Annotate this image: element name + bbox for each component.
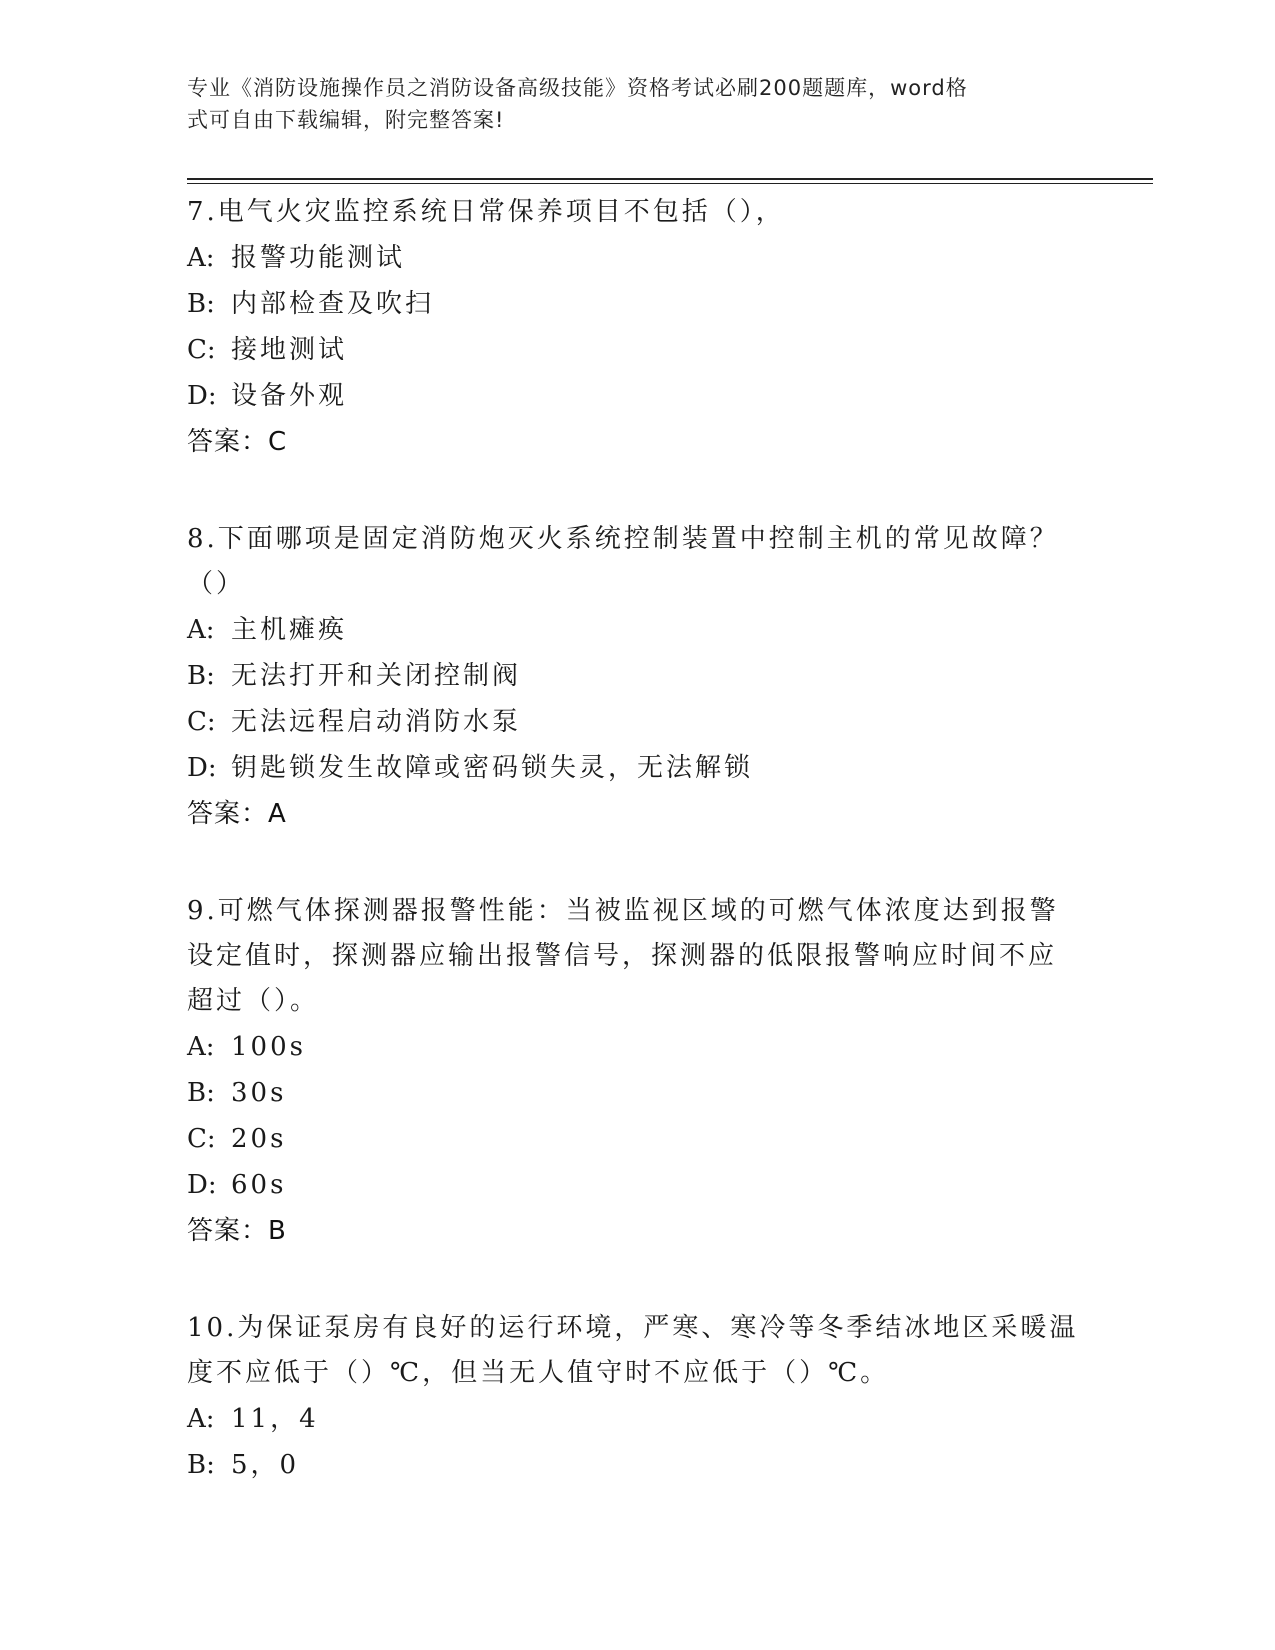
option-key: D: [187,1170,217,1200]
question-stem [187,517,1087,607]
option-key: A: [187,615,215,645]
option-key: D: [187,753,217,783]
option-b [187,1442,1087,1488]
option-text: 无法打开和关闭控制阀 [231,661,522,691]
option-key: A: [187,1404,215,1434]
option-d [187,1162,1087,1208]
option-text: 内部检查及吹扫 [231,289,435,319]
header-rule-thin [187,183,1153,184]
header-line-2: 式可自由下载编辑，附完整答案! [187,108,505,132]
option-text: 30s [231,1078,287,1108]
question-7 [187,190,1087,465]
option-b [187,653,1087,699]
option-text: 60s [231,1170,287,1200]
option-text: 20s [231,1124,287,1154]
option-d [187,745,1087,791]
option-text: 无法远程启动消防水泵 [231,707,522,737]
stem-line: 8.下面哪项是固定消防炮灭火系统控制装置中控制主机的常见故障？ [187,524,1059,554]
option-a [187,235,1087,281]
option-key: C: [187,335,216,365]
option-key: A: [187,243,215,273]
option-text: 100s [231,1032,306,1062]
option-text: 报警功能测试 [231,243,406,273]
option-a [187,1024,1087,1070]
stem-line: （） [187,569,246,599]
question-stem [187,1306,1087,1396]
answer-line: 答案：A [187,799,287,829]
option-d [187,373,1087,419]
option-c [187,327,1087,373]
option-key: B: [187,661,215,691]
option-key: C: [187,707,216,737]
option-text: 接地测试 [231,335,348,365]
stem-line: 设定值时，探测器应输出报警信号，探测器的低限报警响应时间不应 [187,941,1058,971]
question-10 [187,1306,1087,1488]
option-c [187,1116,1087,1162]
question-8 [187,517,1087,837]
option-a [187,1396,1087,1442]
question-stem [187,889,1087,1024]
option-a [187,607,1087,653]
option-key: B: [187,289,215,319]
option-c [187,699,1087,745]
stem-line: 度不应低于（）℃，但当无人值守时不应低于（）℃。 [187,1358,890,1388]
header-line-1: 专业《消防设施操作员之消防设备高级技能》资格考试必刷200题题库，word格 [187,76,968,100]
option-key: B: [187,1450,215,1480]
stem-line: 9.可燃气体探测器报警性能：当被监视区域的可燃气体浓度达到报警 [187,896,1059,926]
answer-line: 答案：C [187,427,288,457]
option-text: 11，4 [231,1404,319,1434]
question-9 [187,889,1087,1254]
option-text: 5，0 [231,1450,300,1480]
stem-line: 超过（）。 [187,986,320,1016]
option-b [187,281,1087,327]
option-text: 设备外观 [231,381,348,411]
header-rule-thick [187,178,1153,180]
stem-line: 7.电气火灾监控系统日常保养项目不包括（）， [187,197,785,227]
option-b [187,1070,1087,1116]
option-text: 主机瘫痪 [231,615,348,645]
option-key: C: [187,1124,216,1154]
option-key: A: [187,1032,215,1062]
document-header [187,72,1067,136]
option-key: B: [187,1078,215,1108]
option-key: D: [187,381,217,411]
question-list [187,190,1087,1540]
question-stem [187,190,1087,235]
answer-line: 答案：B [187,1216,287,1246]
option-text: 钥匙锁发生故障或密码锁失灵，无法解锁 [231,753,754,783]
stem-line: 10.为保证泵房有良好的运行环境，严寒、寒冷等冬季结冰地区采暖温 [187,1313,1079,1343]
